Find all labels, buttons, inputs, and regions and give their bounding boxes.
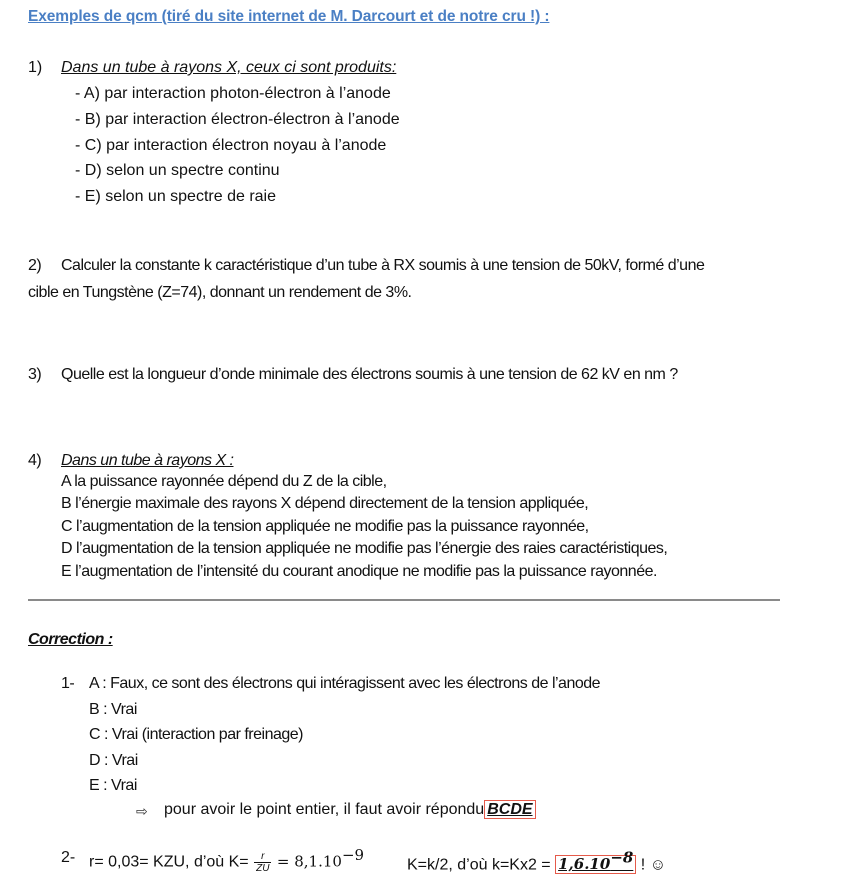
correction-number: 1- [61, 675, 75, 692]
question-number: 4) [28, 452, 42, 469]
smiley-icon: ☺ [649, 856, 667, 874]
option-b: - B) par interaction électron-électron à l’anode [75, 111, 400, 128]
option-c: C l’augmentation de la tension appliquée ne modifie pas la puissance rayonnée, [61, 518, 589, 535]
exclamation: ! [640, 856, 646, 874]
calc-result: = 8,1.10 [276, 852, 342, 871]
right-arrow-icon: ⇨ [136, 803, 148, 819]
question-number: 3) [28, 366, 42, 383]
question-number: 2) [28, 257, 42, 274]
option-a: A la puissance rayonnée dépend du Z de la cible, [61, 473, 387, 490]
answer-c: C : Vrai (interaction par freinage) [89, 726, 304, 743]
final-result-box [555, 849, 636, 874]
answer-a: A : Faux, ce sont des électrons qui intéragissent avec les électrons de l’anode [89, 675, 601, 692]
question-heading: Dans un tube à rayons X : [61, 452, 234, 469]
option-a: - A) par interaction photon-électron à l’anode [75, 85, 391, 102]
correction-number: 2- [61, 849, 76, 866]
calc-text: r= 0,03= KZU, d’où K= [89, 853, 249, 871]
question-text-line-2: cible en Tungstène (Z=74), donnant un rendement de 3%. [28, 284, 412, 301]
fraction-denominator: ZU [256, 862, 270, 874]
result-exponent: −8 [610, 849, 634, 867]
option-d: - D) selon un spectre continu [75, 162, 280, 179]
answer-e: E : Vrai [89, 777, 137, 794]
option-e: - E) selon un spectre de raie [75, 188, 276, 205]
conclusion-text: pour avoir le point entier, il faut avoir répondu [164, 801, 485, 818]
answer-d: D : Vrai [89, 752, 138, 769]
fraction-numerator: r [254, 851, 271, 863]
question-text-line-1: Calculer la constante k caractéristique d’un tube à RX soumis à une tension de 50kV, formé d’une [61, 257, 705, 274]
result-base: 1,6.10 [558, 855, 611, 874]
calc-exponent: −9 [341, 846, 365, 864]
option-d: D l’augmentation de la tension appliquée ne modifie pas l’énergie des raies caractéristiques, [61, 540, 668, 557]
option-e: E l’augmentation de l’intensité du courant anodique ne modifie pas la puissance rayonnée. [61, 563, 657, 580]
question-heading: Dans un tube à rayons X, ceux ci sont produits: [61, 59, 397, 76]
fraction [254, 851, 271, 874]
calculation-k-final [407, 849, 666, 874]
horizontal-rule [28, 599, 780, 601]
option-c: - C) par interaction électron noyau à l’anode [75, 137, 387, 154]
question-number: 1) [28, 59, 43, 76]
page-title: Exemples de qcm (tiré du site internet de M. Darcourt et de notre cru !) : [28, 8, 550, 25]
question-text: Quelle est la longueur d’onde minimale des électrons soumis à une tension de 62 kV en nm ? [61, 366, 678, 383]
calculation-k [89, 846, 364, 874]
answer-b: B : Vrai [89, 701, 137, 718]
correction-title: Correction : [28, 631, 113, 648]
final-answer-box: BCDE [484, 800, 535, 819]
option-b: B l’énergie maximale des rayons X dépend directement de la tension appliquée, [61, 495, 589, 512]
calc-text: K=k/2, d’où k=Kx2 = [407, 856, 551, 874]
conclusion [164, 801, 536, 819]
